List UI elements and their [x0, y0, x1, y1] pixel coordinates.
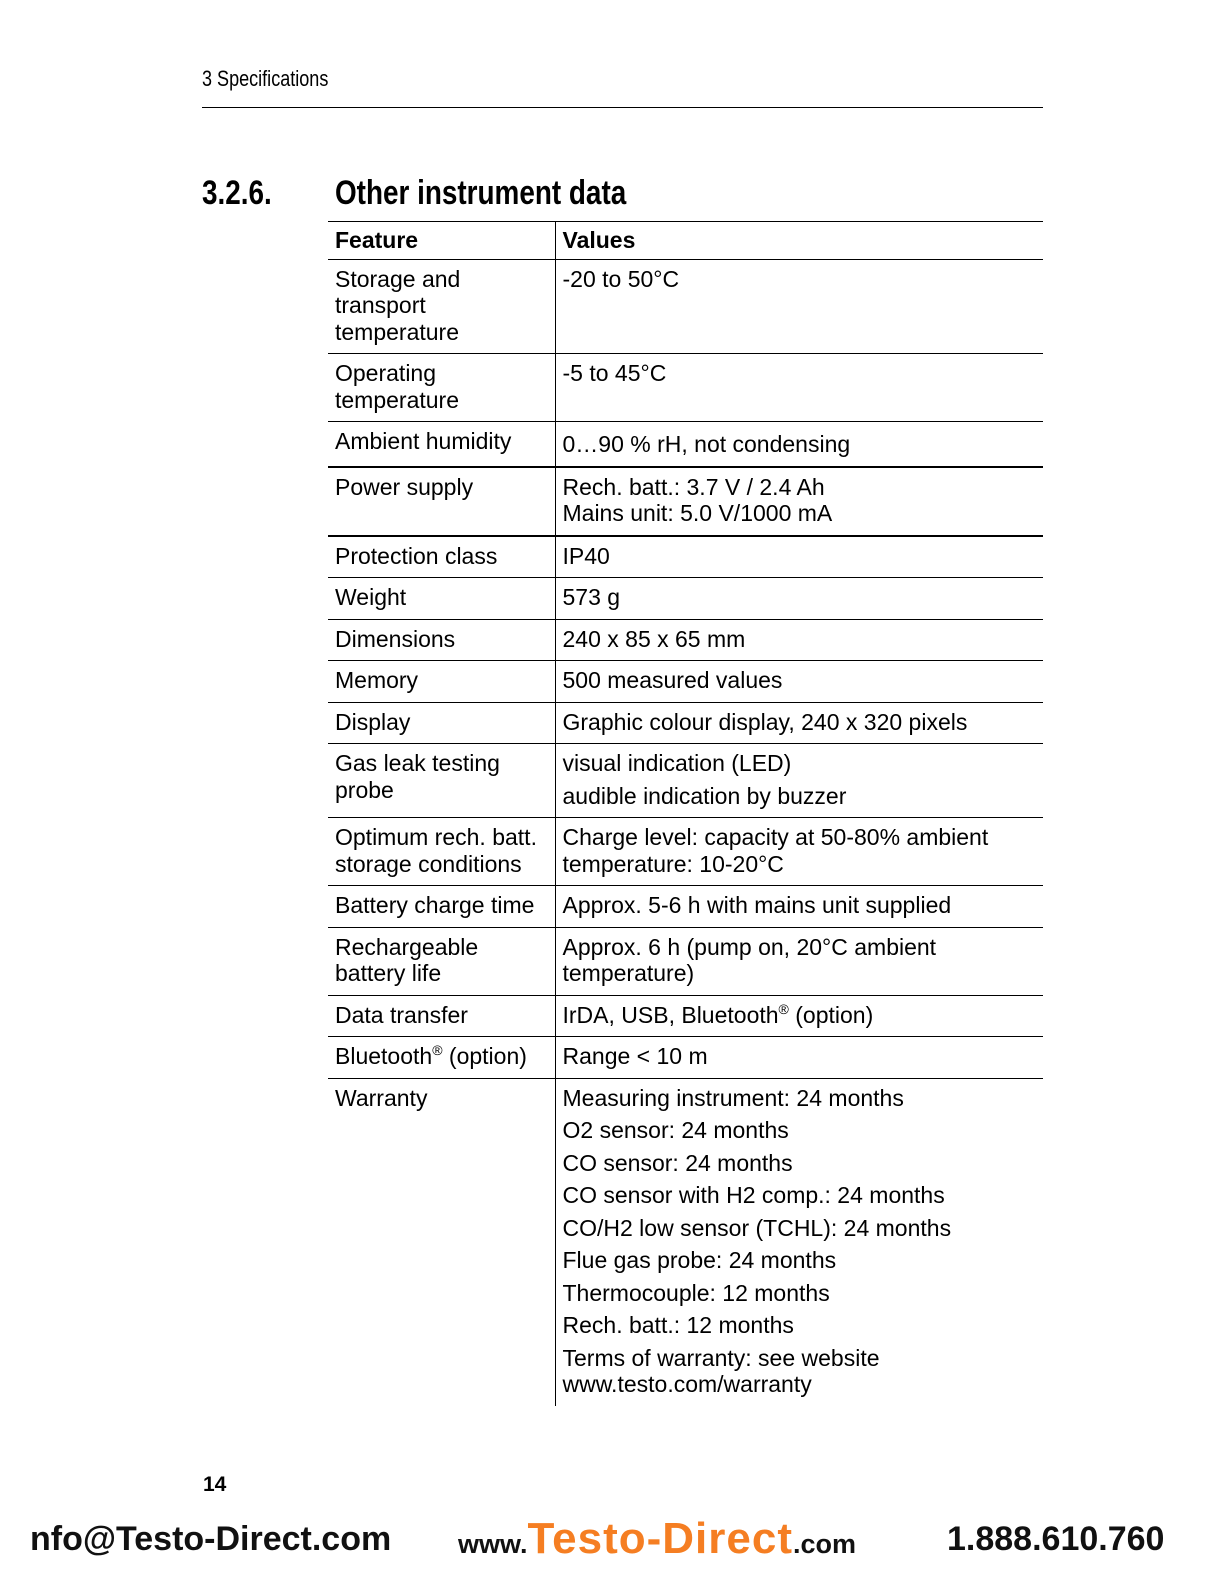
- feature-label: Storage and transport temperature: [335, 265, 461, 345]
- value-text: 573 g: [562, 584, 621, 610]
- feature-label: Power supply: [335, 473, 474, 500]
- feature-label: Display: [335, 708, 411, 735]
- value-cell: [555, 619, 1043, 661]
- footer-banner: [0, 1510, 1220, 1583]
- value-cell: [555, 1078, 1043, 1406]
- table-row: [328, 1078, 1043, 1406]
- value-cell: [555, 927, 1043, 995]
- page-number: 14: [203, 1473, 227, 1496]
- feature-cell: [328, 927, 555, 995]
- value-cell: [555, 744, 1043, 818]
- feature-label: Dimensions: [335, 625, 456, 652]
- footer-website[interactable]: [458, 1514, 856, 1564]
- value-text: 0…90 % rH, not condensing: [562, 431, 851, 457]
- value-text: CO sensor with H2 comp.: 24 months: [562, 1182, 945, 1208]
- table-row: [328, 467, 1043, 536]
- table-row: [328, 927, 1043, 995]
- value-text: CO/H2 low sensor (TCHL): 24 months: [562, 1214, 952, 1241]
- feature-label: Bluetooth: [335, 1043, 433, 1069]
- feature-cell: [328, 619, 555, 661]
- table-row: [328, 259, 1043, 354]
- column-header-feature: Feature: [328, 222, 555, 260]
- value-cell: [555, 995, 1043, 1037]
- feature-cell: [328, 259, 555, 354]
- section-title: Other instrument data: [335, 174, 627, 212]
- value-text: Approx. 5-6 h with mains unit supplied: [562, 892, 952, 918]
- value-text: 500 measured values: [562, 667, 783, 693]
- feature-label: Battery charge time: [335, 892, 535, 918]
- value-text: O2 sensor: 24 months: [562, 1117, 789, 1143]
- footer-phone[interactable]: 1.888.610.760: [947, 1520, 1165, 1558]
- table-row: [328, 661, 1043, 703]
- value-text: -5 to 45°C: [562, 360, 667, 386]
- value-cell: [555, 259, 1043, 354]
- feature-cell: [328, 818, 555, 886]
- value-text: Mains unit: 5.0 V/1000 mA: [562, 500, 833, 526]
- running-head: 3 Specifications: [202, 66, 329, 91]
- value-cell: [555, 818, 1043, 886]
- value-text-main: IrDA, USB, Bluetooth: [562, 1001, 779, 1028]
- feature-label: Ambient humidity: [335, 428, 512, 454]
- table-row: [328, 422, 1043, 467]
- table-row: [328, 886, 1043, 928]
- value-text: 240 x 85 x 65 mm: [562, 625, 746, 652]
- footer-web-brand: Testo-Direct: [527, 1514, 793, 1563]
- value-text: Range < 10 m: [562, 1043, 708, 1069]
- value-text: -20 to 50°C: [562, 265, 680, 292]
- value-text: Graphic colour display, 240 x 320 pixels: [562, 708, 968, 735]
- feature-label: Operating temperature: [335, 360, 460, 413]
- value-text: Charge level: capacity at 50-80% ambient temperature: 10-20°C: [562, 824, 989, 877]
- feature-label-rest: (option): [442, 1043, 527, 1069]
- value-text: Thermocouple: 12 months: [562, 1279, 830, 1306]
- value-text: Rech. batt.: 12 months: [562, 1312, 794, 1338]
- feature-label: Optimum rech. batt. storage conditions: [335, 824, 537, 877]
- footer-email[interactable]: nfo@Testo-Direct.com: [30, 1520, 392, 1558]
- table-row: [328, 578, 1043, 620]
- table-row: [328, 702, 1043, 744]
- header-rule: [202, 107, 1043, 108]
- value-text: Flue gas probe: 24 months: [562, 1247, 837, 1273]
- value-text: Approx. 6 h (pump on, 20°C ambient temperature): [562, 933, 937, 986]
- footer-web-suffix: .com: [792, 1529, 856, 1559]
- feature-cell: [328, 422, 555, 467]
- value-text: IP40: [562, 542, 610, 569]
- registered-mark: ®: [432, 1042, 443, 1058]
- value-text: visual indication (LED): [562, 750, 792, 776]
- value-cell: [555, 661, 1043, 703]
- table-row: [328, 1037, 1043, 1079]
- feature-cell: [328, 995, 555, 1037]
- footer-web-prefix: www.: [458, 1529, 528, 1559]
- value-text: Rech. batt.: 3.7 V / 2.4 Ah: [562, 473, 825, 500]
- feature-label: Data transfer: [335, 1001, 468, 1028]
- value-text: Measuring instrument: 24 months: [562, 1084, 904, 1111]
- feature-label: Rechargeable battery life: [335, 933, 479, 986]
- feature-label: Memory: [335, 667, 419, 693]
- feature-cell: [328, 744, 555, 818]
- table-row: [328, 744, 1043, 818]
- specifications-table: [328, 221, 1043, 1406]
- value-cell: [555, 578, 1043, 620]
- value-cell: [555, 702, 1043, 744]
- feature-cell: [328, 1037, 555, 1079]
- table-row: [328, 354, 1043, 422]
- feature-cell: [328, 661, 555, 703]
- feature-cell: [328, 354, 555, 422]
- value-text-rest: (option): [788, 1001, 874, 1028]
- value-cell: [555, 536, 1043, 578]
- feature-label: Gas leak testing probe: [335, 750, 500, 803]
- value-text: audible indication by buzzer: [562, 782, 847, 809]
- value-cell: [555, 422, 1043, 467]
- table-row: [328, 619, 1043, 661]
- column-header-values: Values: [555, 222, 1043, 260]
- registered-mark: ®: [778, 1000, 789, 1017]
- feature-cell: [328, 578, 555, 620]
- feature-label: Weight: [335, 584, 407, 610]
- value-cell: [555, 354, 1043, 422]
- feature-cell: [328, 702, 555, 744]
- value-cell: [555, 886, 1043, 928]
- table-row: [328, 536, 1043, 578]
- value-text: [563, 1002, 1037, 1029]
- value-cell: [555, 1037, 1043, 1079]
- value-text: Terms of warranty: see website www.testo.com/warranty: [562, 1344, 880, 1397]
- table-row: [328, 818, 1043, 886]
- feature-cell: [328, 467, 555, 536]
- feature-cell: [328, 886, 555, 928]
- feature-cell: [328, 1078, 555, 1406]
- section-number: 3.2.6.: [202, 174, 272, 212]
- value-text: CO sensor: 24 months: [562, 1149, 793, 1176]
- feature-label: Warranty: [335, 1084, 428, 1111]
- feature-label: Protection class: [335, 542, 498, 569]
- feature-cell: [328, 536, 555, 578]
- table-header-row: [328, 222, 1043, 260]
- table-row: [328, 995, 1043, 1037]
- value-cell: [555, 467, 1043, 536]
